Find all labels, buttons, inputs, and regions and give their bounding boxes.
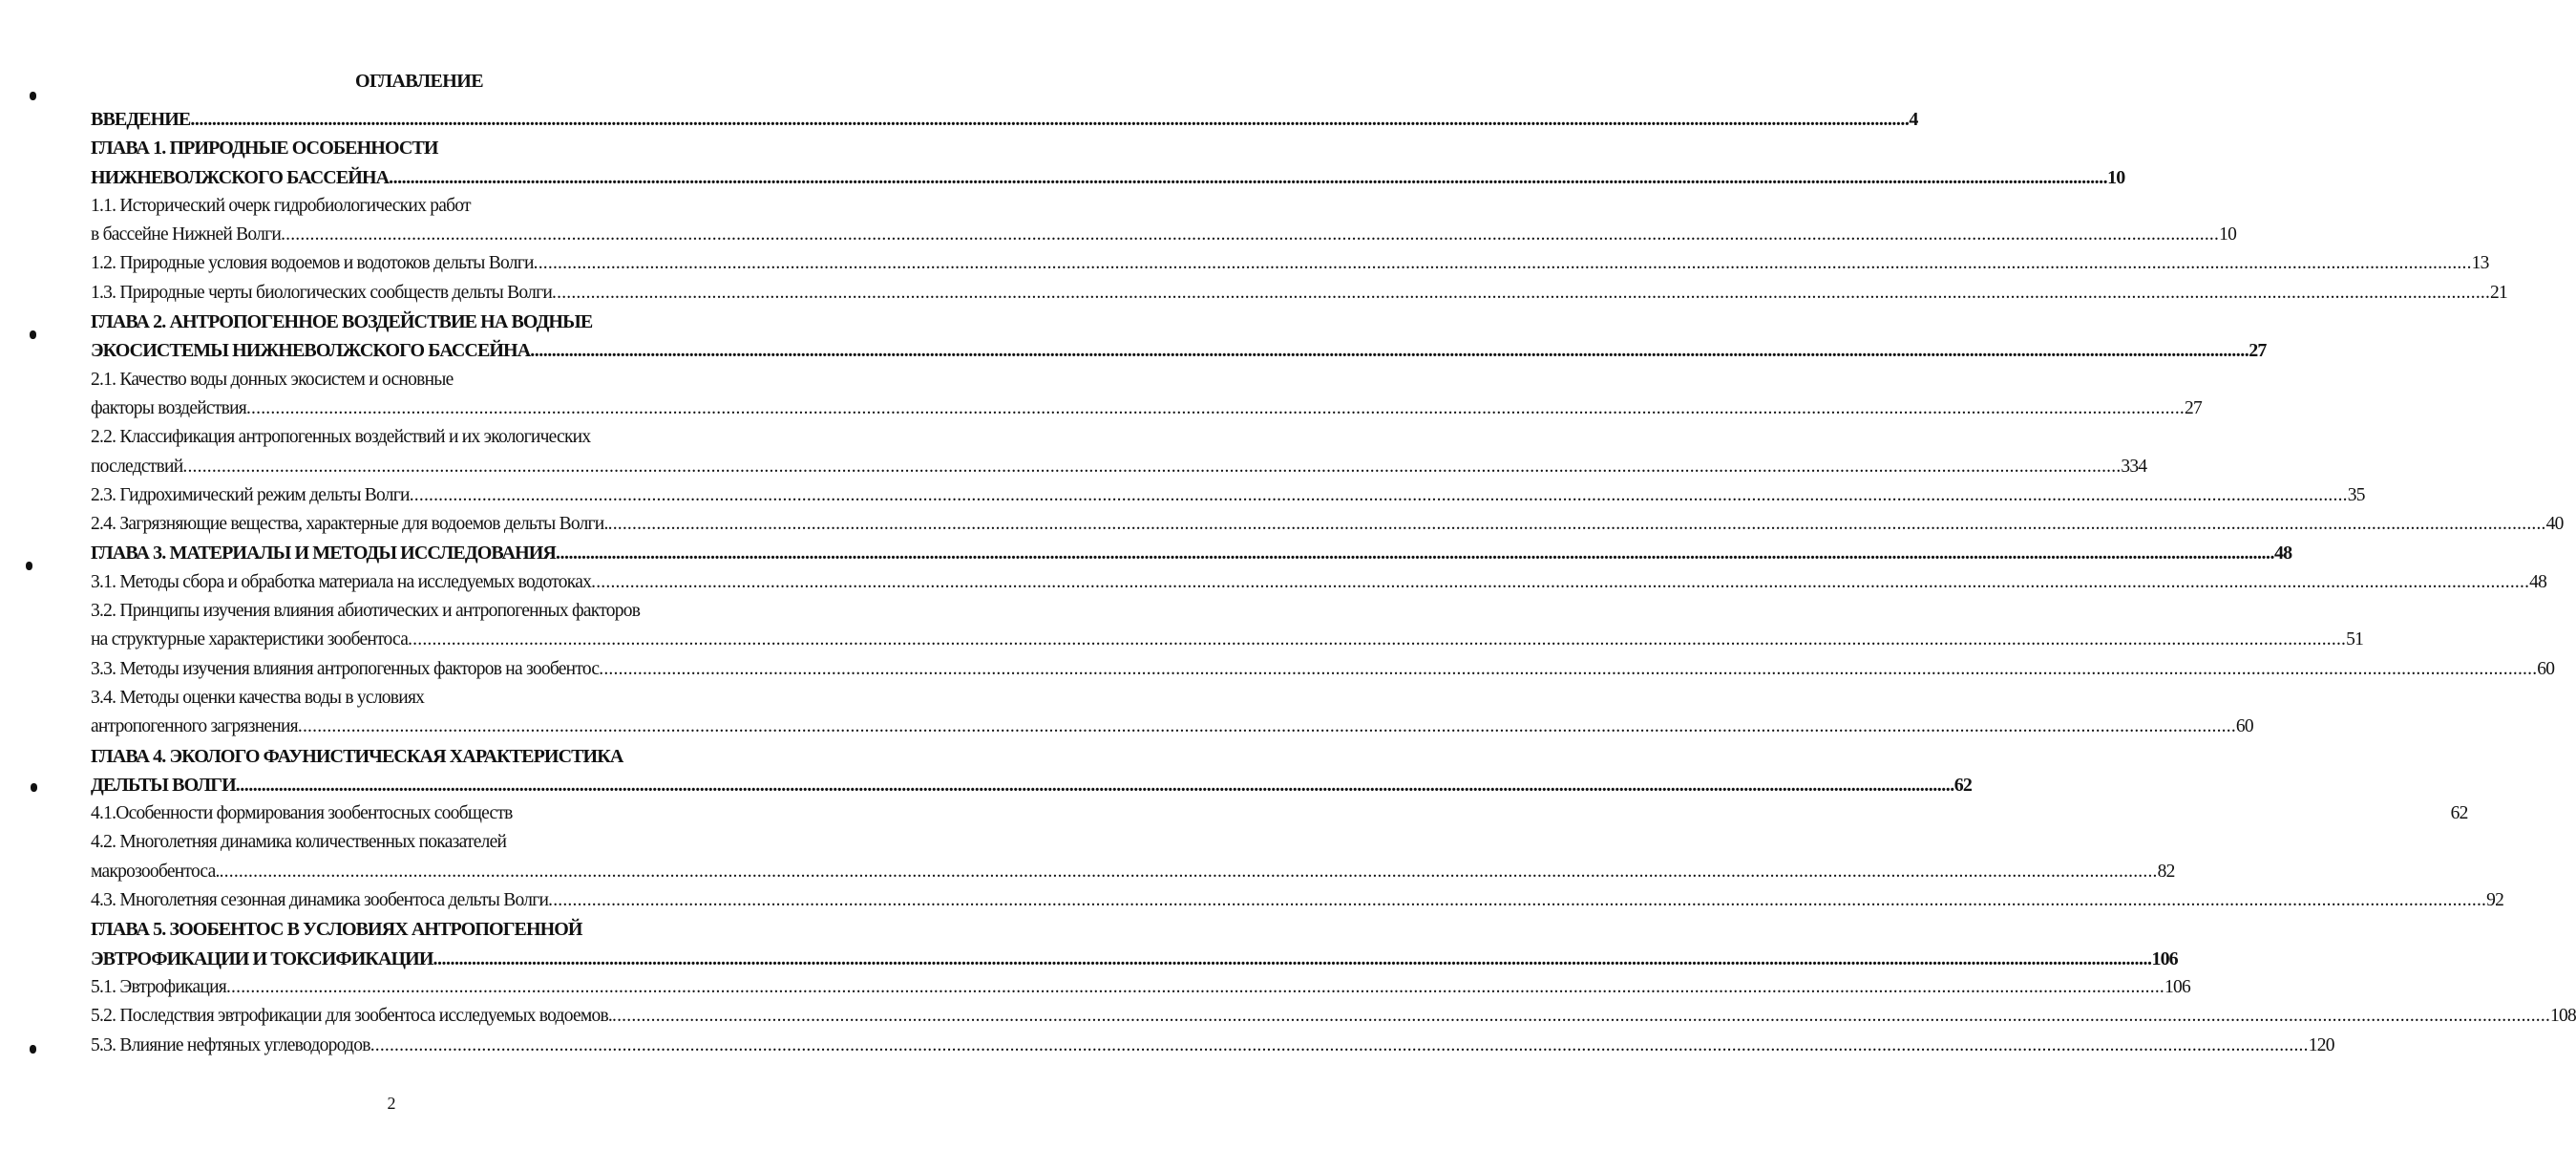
- toc-line-text: 1.1. Исторический очерк гидробиологических работ: [91, 195, 471, 216]
- toc-line: [91, 858, 2175, 886]
- toc-chapter-entry: [91, 539, 2292, 567]
- toc-page-number: 48: [2529, 571, 2547, 592]
- toc-line: [91, 771, 1972, 799]
- toc-line: [91, 481, 2365, 510]
- toc-line: [91, 105, 1918, 134]
- dot-leader: ................................................................................................................................................................................................................................................................................................................................................................................................................: [607, 514, 2546, 535]
- dot-leader: ................................................................................................................................................................................................................................................................................................................................................................................................................: [389, 166, 2108, 188]
- toc-section-entry: [91, 886, 2504, 915]
- toc-page-number: 40: [2545, 514, 2564, 535]
- toc-line-text: 2.1. Качество воды донных экосистем и основные: [91, 369, 454, 390]
- toc-page-number: 334: [2121, 456, 2147, 477]
- toc-section-entry: [91, 973, 2190, 1002]
- toc-chapter-entry: [91, 134, 2125, 192]
- toc-line-text: ЭКОСИСТЕМЫ НИЖНЕВОЛЖСКОГО БАССЕЙНА: [91, 340, 531, 362]
- binder-hole-mark: [30, 330, 36, 339]
- dot-leader: ................................................................................................................................................................................................................................................................................................................................................................................................................: [235, 774, 1954, 796]
- dot-leader: ................................................................................................................................................................................................................................................................................................................................................................................................................: [548, 890, 2487, 911]
- toc-line: [91, 568, 2547, 597]
- toc-line-text: 5.2. Последствия эвтрофикации для зообентоса исследуемых водоемов.: [91, 1006, 613, 1027]
- toc-line-text: 3.2. Принципы изучения влияния абиотических и антропогенных факторов: [91, 601, 641, 622]
- toc-line-text: на структурные характеристики зообентоса: [91, 629, 409, 650]
- toc-line: [91, 394, 2202, 423]
- toc-line: [91, 945, 2178, 973]
- toc-page-number: 62: [1953, 774, 1972, 796]
- toc-page-number: 106: [2151, 948, 2178, 969]
- dot-leader: ................................................................................................................................................................................................................................................................................................................................................................................................................: [555, 543, 2274, 564]
- toc-section-entry: [91, 192, 2237, 250]
- toc-page-number: 10: [2219, 224, 2237, 245]
- dot-leader: ................................................................................................................................................................................................................................................................................................................................................................................................................: [533, 253, 2472, 274]
- toc-line-text: в бассейне Нижней Волги: [91, 224, 282, 245]
- dot-leader: ................................................................................................................................................................................................................................................................................................................................................................................................................: [433, 948, 2152, 969]
- toc-section-entry: [91, 568, 2547, 597]
- binder-hole-mark: [30, 92, 36, 100]
- toc-section-entry: [91, 366, 2202, 424]
- toc-title: ОГЛАВЛЕНИЕ: [355, 71, 483, 92]
- toc-page-number: 21: [2490, 282, 2508, 303]
- dot-leader: ................................................................................................................................................................................................................................................................................................................................................................................................................: [281, 224, 2220, 245]
- toc-line: [91, 684, 703, 713]
- toc-section-entry: [91, 1002, 2576, 1031]
- toc-line-text: 1.2. Природные условия водоемов и водотоков дельты Волги: [91, 253, 534, 274]
- toc-page-number: 10: [2107, 166, 2125, 188]
- dot-leader: ................................................................................................................................................................................................................................................................................................................................................................................................................: [219, 861, 2158, 882]
- toc-line: [91, 626, 2364, 654]
- toc-line-text: ГЛАВА 3. МАТЕРИАЛЫ И МЕТОДЫ ИССЛЕДОВАНИЯ: [91, 543, 556, 564]
- toc-section-entry: [91, 828, 2175, 886]
- toc-line: [91, 1002, 2576, 1031]
- toc-line: [91, 279, 2508, 308]
- toc-page-number: 51: [2346, 629, 2364, 650]
- dot-leader: ................................................................................................................................................................................................................................................................................................................................................................................................................: [591, 571, 2530, 592]
- toc-page-number: 4: [1909, 109, 1918, 130]
- binder-hole-mark: [30, 1045, 36, 1054]
- toc-line: [91, 973, 2190, 1002]
- dot-leader: ................................................................................................................................................................................................................................................................................................................................................................................................................: [408, 629, 2347, 650]
- toc-chapter-entry: [91, 105, 1918, 134]
- toc-line: [91, 713, 2253, 741]
- toc-line: [91, 915, 703, 944]
- toc-line: [91, 597, 703, 626]
- dot-leader: ................................................................................................................................................................................................................................................................................................................................................................................................................: [245, 397, 2185, 418]
- toc-line: [91, 192, 703, 221]
- toc-line-text: ГЛАВА 4. ЭКОЛОГО ФАУНИСТИЧЕСКАЯ ХАРАКТЕРИСТИКА: [91, 745, 623, 767]
- toc-page-number: 62: [2450, 803, 2468, 824]
- dot-leader: ................................................................................................................................................................................................................................................................................................................................................................................................................: [297, 716, 2236, 737]
- toc-line: [91, 336, 2267, 365]
- toc-page-number: 13: [2471, 253, 2489, 274]
- toc-line: [91, 886, 2504, 915]
- toc-section-entry: [91, 510, 2564, 539]
- binder-hole-mark: [26, 562, 32, 570]
- toc-page-number: 35: [2347, 484, 2365, 505]
- toc-line-text: ДЕЛЬТЫ ВОЛГИ: [91, 774, 236, 796]
- toc-line-text: 4.2. Многолетняя динамика количественных показателей: [91, 832, 507, 853]
- toc-line: [91, 249, 2489, 278]
- toc-line: [91, 163, 2125, 192]
- toc-page-number: 60: [2235, 716, 2253, 737]
- toc-chapter-entry: [91, 915, 2178, 973]
- toc-line-text: ЭВТРОФИКАЦИИ И ТОКСИФИКАЦИИ: [91, 948, 433, 969]
- toc-line-text: НИЖНЕВОЛЖСКОГО БАССЕЙНА: [91, 166, 390, 188]
- toc-section-entry: [91, 684, 2253, 742]
- dot-leader: ................................................................................................................................................................................................................................................................................................................................................................................................................: [182, 456, 2122, 477]
- toc-line-text: 3.1. Методы сбора и обработка материала на исследуемых водотоках: [91, 571, 592, 592]
- toc-line-text: 2.3. Гидрохимический режим дельты Волги: [91, 484, 410, 505]
- toc-chapter-entry: [91, 308, 2267, 366]
- toc-page-number: 60: [2537, 658, 2555, 679]
- toc-section-entry: [91, 597, 2364, 655]
- toc-page-number: 92: [2486, 890, 2504, 911]
- toc-section-entry: [91, 249, 2489, 278]
- toc-section-entry: [91, 1032, 2334, 1060]
- page-number: 2: [387, 1094, 396, 1113]
- toc-page-number: 108: [2550, 1006, 2576, 1027]
- toc-line-text: макрозообентоса.: [91, 861, 220, 882]
- dot-leader: ................................................................................................................................................................................................................................................................................................................................................................................................................: [552, 282, 2491, 303]
- toc-section-entry: [91, 279, 2508, 308]
- toc-section-entry: [91, 799, 2468, 828]
- toc-line-text: последствий: [91, 456, 183, 477]
- toc-line: [91, 742, 703, 771]
- dot-leader: ................................................................................................................................................................................................................................................................................................................................................................................................................: [190, 109, 1910, 130]
- toc-page-number: 82: [2157, 861, 2175, 882]
- toc-line-text: 4.1.Особенности формирования зообентосных сообществ: [91, 803, 513, 824]
- dot-leader: ................................................................................................................................................................................................................................................................................................................................................................................................................: [530, 340, 2249, 362]
- toc-line-text: 3.4. Методы оценки качества воды в условиях: [91, 687, 425, 708]
- toc-chapter-entry: [91, 742, 1972, 800]
- binder-hole-mark: [31, 783, 37, 792]
- dot-leader: ................................................................................................................................................................................................................................................................................................................................................................................................................: [599, 658, 2538, 679]
- toc-line: [91, 366, 703, 394]
- toc-line-text: 2.4. Загрязняющие вещества, характерные для водоемов дельты Волги.: [91, 514, 608, 535]
- toc-section-entry: [91, 655, 2555, 684]
- toc-line: [91, 828, 703, 857]
- toc-line-text: 5.1. Эвтрофикация: [91, 976, 226, 997]
- toc-line-text: 4.3. Многолетняя сезонная динамика зообентоса дельты Волги: [91, 890, 549, 911]
- toc-line-text: антропогенного загрязнения: [91, 716, 298, 737]
- toc-line-text: ГЛАВА 2. АНТРОПОГЕННОЕ ВОЗДЕЙСТВИЕ НА ВОДНЫЕ: [91, 311, 593, 333]
- toc-line: [91, 539, 2292, 567]
- toc-section-entry: [91, 423, 2147, 481]
- toc-line: [91, 510, 2564, 539]
- toc-page-number: 106: [2164, 976, 2190, 997]
- toc-line: [91, 655, 2555, 684]
- dot-leader: ................................................................................................................................................................................................................................................................................................................................................................................................................: [225, 976, 2164, 997]
- toc-line: [91, 423, 703, 452]
- toc-line: [91, 308, 703, 336]
- toc-line-text: факторы воздействия: [91, 397, 246, 418]
- toc-line-text: 3.3. Методы изучения влияния антропогенных факторов на зообентос: [91, 658, 600, 679]
- toc-page-number: 27: [2184, 397, 2202, 418]
- dot-leader: ................................................................................................................................................................................................................................................................................................................................................................................................................: [370, 1034, 2309, 1055]
- toc-line: [91, 221, 2237, 249]
- dot-leader: ................................................................................................................................................................................................................................................................................................................................................................................................................: [612, 1006, 2551, 1027]
- toc-line-text: 2.2. Классификация антропогенных воздействий и их экологических: [91, 427, 591, 448]
- toc-page-number: 120: [2308, 1034, 2334, 1055]
- toc-page-number: 27: [2249, 340, 2267, 362]
- toc-page-number: 48: [2273, 543, 2292, 564]
- toc-line-text: 5.3. Влияние нефтяных углеводородов: [91, 1034, 370, 1055]
- toc-line: [91, 799, 2468, 828]
- toc-line: [91, 1032, 2334, 1060]
- toc-line-text: ГЛАВА 1. ПРИРОДНЫЕ ОСОБЕННОСТИ: [91, 138, 438, 160]
- toc-line-text: 1.3. Природные черты биологических сообществ дельты Волги: [91, 282, 553, 303]
- toc-line: [91, 134, 703, 162]
- toc-line: [91, 453, 2147, 481]
- toc-section-entry: [91, 481, 2365, 510]
- toc-line-text: ГЛАВА 5. ЗООБЕНТОС В УСЛОВИЯХ АНТРОПОГЕННОЙ: [91, 919, 582, 941]
- table-of-contents: [91, 105, 2576, 1060]
- dot-leader: ................................................................................................................................................................................................................................................................................................................................................................................................................: [409, 484, 2348, 505]
- toc-line-text: ВВЕДЕНИЕ: [91, 109, 191, 130]
